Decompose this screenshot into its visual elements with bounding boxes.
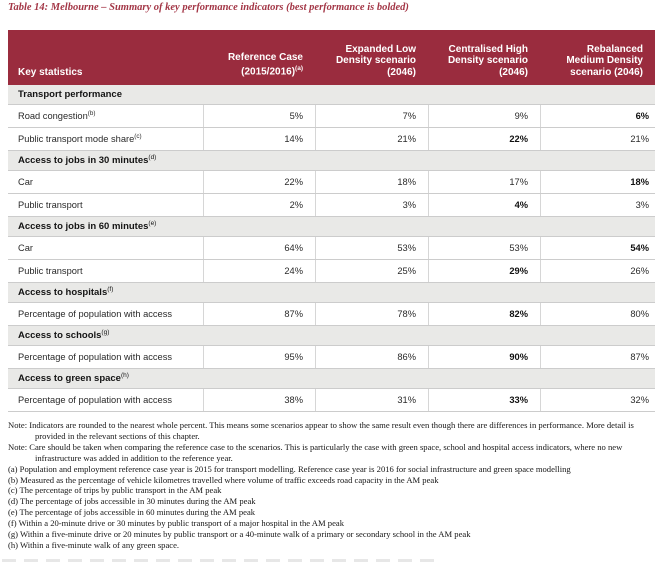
row-label: Percentage of population with access bbox=[18, 395, 173, 405]
value-cell: 2% bbox=[203, 194, 315, 216]
section-header-label: Access to jobs in 60 minutes$^{(e)}$ bbox=[18, 220, 157, 233]
column-header-scenario: Centralised High Density scenario (2046) bbox=[447, 43, 528, 78]
footnote-line: (h) Within a five-minute walk of any green space. bbox=[8, 539, 180, 550]
footnote-line: (f) Within a 20-minute drive or 30 minutes by public transport of a major hospital in the AM peak bbox=[8, 518, 345, 529]
value-cell: 3% bbox=[315, 194, 428, 216]
row-label: Public transport bbox=[18, 200, 83, 210]
value-cell-best: 4% bbox=[428, 194, 540, 216]
value-cell: 24% bbox=[203, 260, 315, 282]
footnote-line: (d) The percentage of jobs accessible in 30 minutes during the AM peak bbox=[8, 496, 256, 507]
row-label: Percentage of population with access bbox=[18, 352, 173, 362]
row-label: Road congestion$^{(b)}$ bbox=[18, 110, 96, 122]
table-row bbox=[8, 105, 655, 128]
value-cell: 95% bbox=[203, 346, 315, 368]
footnote-line: (e) The percentage of jobs accessible in 60 minutes during the AM peak bbox=[8, 507, 256, 518]
value-cell: 78% bbox=[315, 303, 428, 325]
table-body bbox=[8, 85, 655, 412]
value-cell: 87% bbox=[540, 346, 655, 368]
table-row bbox=[8, 260, 655, 283]
row-label: Car bbox=[18, 177, 33, 187]
value-cell: 17% bbox=[428, 171, 540, 193]
row-label: Public transport bbox=[18, 266, 83, 276]
section-header-row bbox=[8, 85, 655, 105]
table-notes bbox=[8, 420, 654, 551]
value-cell-best: 29% bbox=[428, 260, 540, 282]
section-header-label: Access to hospitals$^{(f)}$ bbox=[18, 286, 114, 299]
section-header-label: Access to schools$^{(g)}$ bbox=[18, 329, 110, 342]
value-cell: 31% bbox=[315, 389, 428, 411]
value-cell-best: 90% bbox=[428, 346, 540, 368]
value-cell: 22% bbox=[203, 171, 315, 193]
value-cell-best: 18% bbox=[540, 171, 655, 193]
column-header-scenario: Expanded Low Density scenario (2046) bbox=[335, 43, 416, 78]
row-label: Percentage of population with access bbox=[18, 309, 173, 319]
column-header-scenario: Rebalanced Medium Density scenario (2046) bbox=[566, 43, 643, 78]
footnote-line: (c) The percentage of trips by public transport in the AM peak bbox=[8, 485, 222, 496]
section-header-row bbox=[8, 326, 655, 346]
table-row bbox=[8, 389, 655, 412]
value-cell: 7% bbox=[315, 105, 428, 127]
table-row bbox=[8, 303, 655, 326]
note-line: Note: Care should be taken when comparing the reference case to the scenarios. This is particularly the case with green space, school and hospital access indicators, where no new infrastructure was added in addition to the reference year. bbox=[8, 441, 623, 463]
value-cell: 3% bbox=[540, 194, 655, 216]
value-cell: 9% bbox=[428, 105, 540, 127]
section-header-row bbox=[8, 369, 655, 389]
value-cell-best: 6% bbox=[540, 105, 655, 127]
table-row bbox=[8, 194, 655, 217]
table-row bbox=[8, 346, 655, 369]
value-cell: 21% bbox=[315, 128, 428, 150]
value-cell-best: 33% bbox=[428, 389, 540, 411]
value-cell: 80% bbox=[540, 303, 655, 325]
value-cell: 64% bbox=[203, 237, 315, 259]
section-header-row bbox=[8, 217, 655, 237]
value-cell: 5% bbox=[203, 105, 315, 127]
table-header-row bbox=[8, 30, 655, 85]
section-header-label: Access to green space$^{(h)}$ bbox=[18, 372, 129, 385]
cut-off-text-strip bbox=[2, 559, 442, 562]
row-label: Car bbox=[18, 243, 33, 253]
footnote-line: (b) Measured as the percentage of vehicle kilometres travelled where volume of traffic exceeds road capacity in the AM peak bbox=[8, 474, 439, 485]
kpi-summary-table bbox=[8, 30, 655, 412]
value-cell: 53% bbox=[428, 237, 540, 259]
value-cell: 32% bbox=[540, 389, 655, 411]
value-cell: 87% bbox=[203, 303, 315, 325]
section-header-label: Access to jobs in 30 minutes$^{(d)}$ bbox=[18, 154, 157, 167]
value-cell: 18% bbox=[315, 171, 428, 193]
row-label: Public transport mode share$^{(c)}$ bbox=[18, 133, 142, 145]
column-header-scenario: Reference Case $(2015/2016)^{(a)}$ bbox=[227, 51, 303, 78]
value-cell: 38% bbox=[203, 389, 315, 411]
value-cell: 53% bbox=[315, 237, 428, 259]
table-row bbox=[8, 237, 655, 260]
table-row bbox=[8, 171, 655, 194]
value-cell: 86% bbox=[315, 346, 428, 368]
note-line: Note: Indicators are rounded to the nearest whole percent. This means some scenarios appear to show the same result even though there are differences in performance. More detail is provided in the relevant sections of this chapter. bbox=[8, 420, 634, 441]
value-cell: 25% bbox=[315, 260, 428, 282]
table-row bbox=[8, 128, 655, 151]
value-cell-best: 54% bbox=[540, 237, 655, 259]
footnote-line: (g) Within a five-minute drive or 20 minutes by public transport or a 40-minute walk of a primary or secondary school in the AM peak bbox=[8, 529, 471, 540]
table-title: Table 14: Melbourne – Summary of key performance indicators (best performance is bolded) bbox=[8, 2, 409, 13]
value-cell: 21% bbox=[540, 128, 655, 150]
value-cell-best: 82% bbox=[428, 303, 540, 325]
section-header-label: Transport performance bbox=[18, 89, 122, 100]
value-cell: 14% bbox=[203, 128, 315, 150]
value-cell: 26% bbox=[540, 260, 655, 282]
value-cell-best: 22% bbox=[428, 128, 540, 150]
section-header-row bbox=[8, 151, 655, 171]
footnote-line: (a) Population and employment reference case year is 2015 for transport modelling. Reference case year is 2016 for social infrastructure and green space modelling bbox=[8, 463, 571, 474]
column-header-key-statistics: Key statistics bbox=[18, 66, 83, 78]
section-header-row bbox=[8, 283, 655, 303]
